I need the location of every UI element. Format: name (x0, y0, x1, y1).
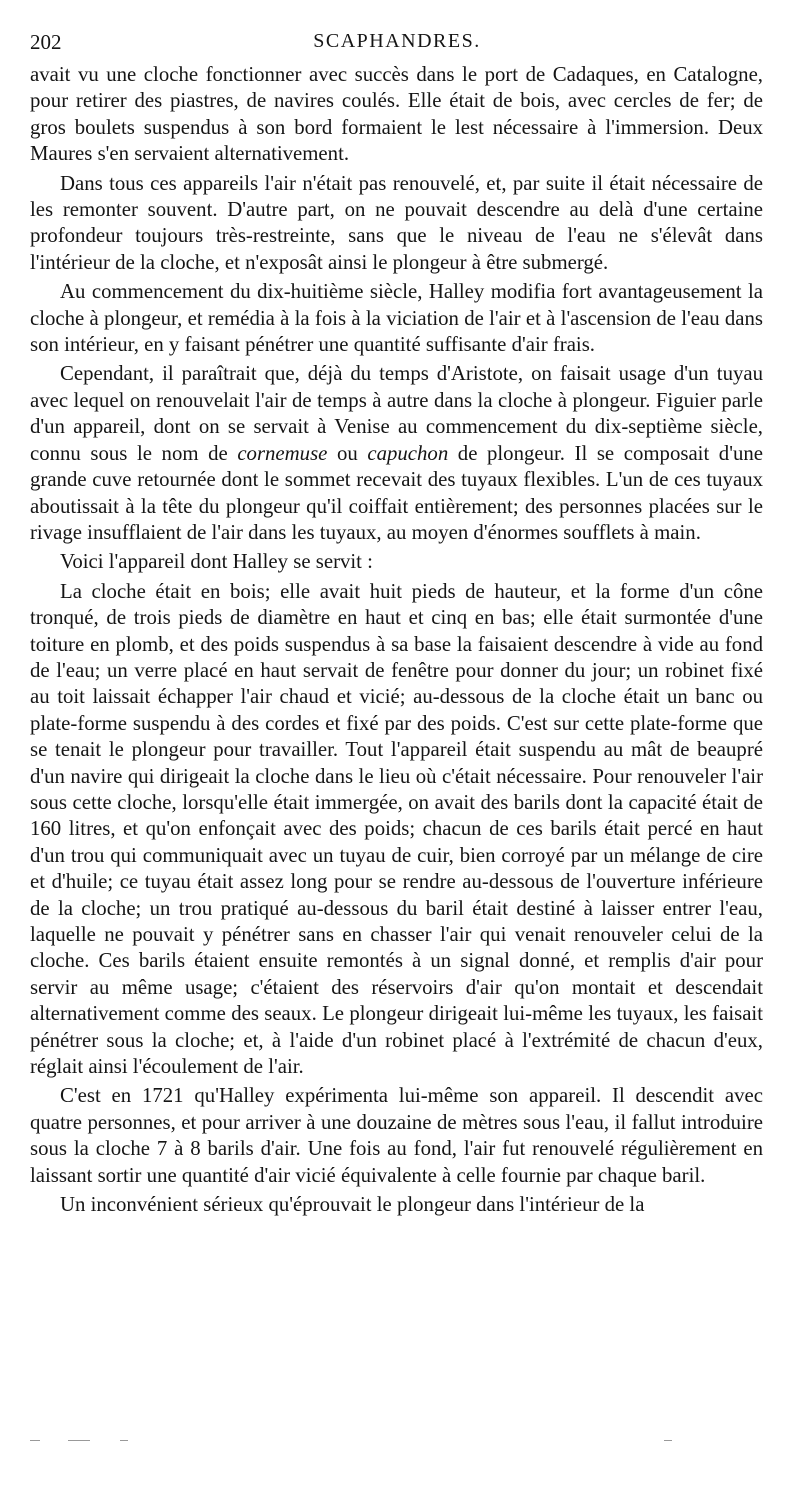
scan-bottom-marks (30, 1440, 740, 1450)
term-cornemuse: cornemuse (237, 441, 328, 465)
paragraph-1: avait vu une cloche fonctionner avec succès dans le port de Cadaques, en Catalogne, pour retirer des piastres, de navires coulés. Elle était de bois, avec cercles de fer; de gros boulets suspendus à son bord formaient le lest nécessaire à l'immersion. Deux Maures s'en servaient alternativement. (30, 63, 763, 166)
paragraph-5: Voici l'appareil dont Halley se servit : (60, 550, 373, 574)
scan-mark (68, 1440, 90, 1441)
paragraph-4-text-before: Cependant, il paraîtrait que, déjà du temps d'Aristote, on faisait usage d'un tuyau avec lequel on renouvelait l'air de temps à autre dans la cloche à plongeur. Figuier parle d'un appareil, dont on se servait à Venise au commencement du dix-septième siècle, connu sous le nom de (30, 362, 763, 465)
scan-mark (30, 1440, 40, 1441)
paragraph-4-text-mid: ou (327, 441, 368, 465)
page-number: 202 (30, 30, 62, 54)
paragraph-4 (30, 361, 763, 546)
paragraph-6: La cloche était en bois; elle avait huit pieds de hauteur, et la forme d'un cône tronqué, de trois pieds de diamètre en haut et cinq en bas; elle était surmontée d'une toiture en plomb, et des poids suspendus à sa base la faisaient descendre à vide au fond de l'eau; un verre placé en haut servait de fenêtre pour donner du jour; un robinet fixé au toit laissait échapper l'air chaud et vicié; au-dessous de la cloche était un banc ou plate-forme suspendu à des cordes et fixé par des poids. C'est sur cette plate-forme que se tenait le plongeur pour travailler. Tout l'appareil était suspendu au mât de beaupré d'un navire qui dirigeait la cloche dans le lieu où c'était nécessaire. Pour renouveler l'air sous cette cloche, lorsqu'elle était immergée, on avait des barils dont la capacité était de 160 litres, et qu'on enfonçait avec des poids; chacun de ces barils était percé en haut d'un trou qui communiquait avec un tuyau de cuir, bien corroyé par un mélange de cire et d'huile; ce tuyau était assez long pour se rendre au-dessous de l'ouverture inférieure de la cloche; un trou pratiqué au-dessous du baril était destiné à laisser entrer l'eau, laquelle ne pouvait y pénétrer sans en chasser l'air qui venait renouveler celui de la cloche. Ces barils étaient ensuite remontés à un signal donné, et remplis d'air pour servir au même usage; c'étaient des réservoirs d'air qu'on montait et descendait alternativement comme des seaux. Le plongeur dirigeait lui-même les tuyaux, les faisait pénétrer sous la cloche; et, à l'aide d'un robinet placé à l'extrémité de chacun d'eux, réglait ainsi l'écoulement de l'air. (30, 579, 763, 1079)
paragraph-3: Au commencement du dix-huitième siècle, Halley modifia fort avantageusement la cloche à plongeur, et remédia à la fois à la viciation de l'air et à l'ascension de l'eau dans son intérieur, en y faisant pénétrer une quantité suffisante d'air frais. (30, 280, 763, 357)
term-capuchon: capuchon (367, 441, 449, 465)
scan-mark (120, 1440, 128, 1441)
paragraph-4-text-after: de plongeur. Il se composait d'une grande cuve retournée dont le sommet recevait des tuyaux flexibles. L'un de ces tuyaux aboutissait à la tête du plongeur qu'il coiffait entièrement; des personnes placées sur le rivage insufflaient de l'air dans les tuyaux, au moyen d'énormes soufflets à main. (30, 441, 763, 544)
paragraph-7: C'est en 1721 qu'Halley expérimenta lui-même son appareil. Il descendit avec quatre personnes, et pour arriver à une douzaine de mètres sous l'eau, il fallut introduire sous la cloche 7 à 8 barils d'air. Une fois au fond, l'air fut renouvelé régulièrement en laissant sortir une quantité d'air vicié équivalente à celle fournie par chaque baril. (30, 1084, 763, 1187)
page-body (30, 62, 763, 1218)
paragraph-2: Dans tous ces appareils l'air n'était pas renouvelé, et, par suite il était nécessaire de les remonter souvent. D'autre part, on ne pouvait descendre au delà d'une certaine profondeur toujours très-restreinte, sans que le niveau de l'eau ne s'élevât dans l'intérieur de la cloche, et n'exposât ainsi le plongeur à être submergé. (30, 171, 763, 274)
page-header (30, 30, 764, 62)
paragraph-8: Un inconvénient sérieux qu'éprouvait le plongeur dans l'intérieur de la (60, 1193, 645, 1217)
scan-mark (664, 1440, 672, 1441)
running-title: SCAPHANDRES. (313, 30, 481, 52)
